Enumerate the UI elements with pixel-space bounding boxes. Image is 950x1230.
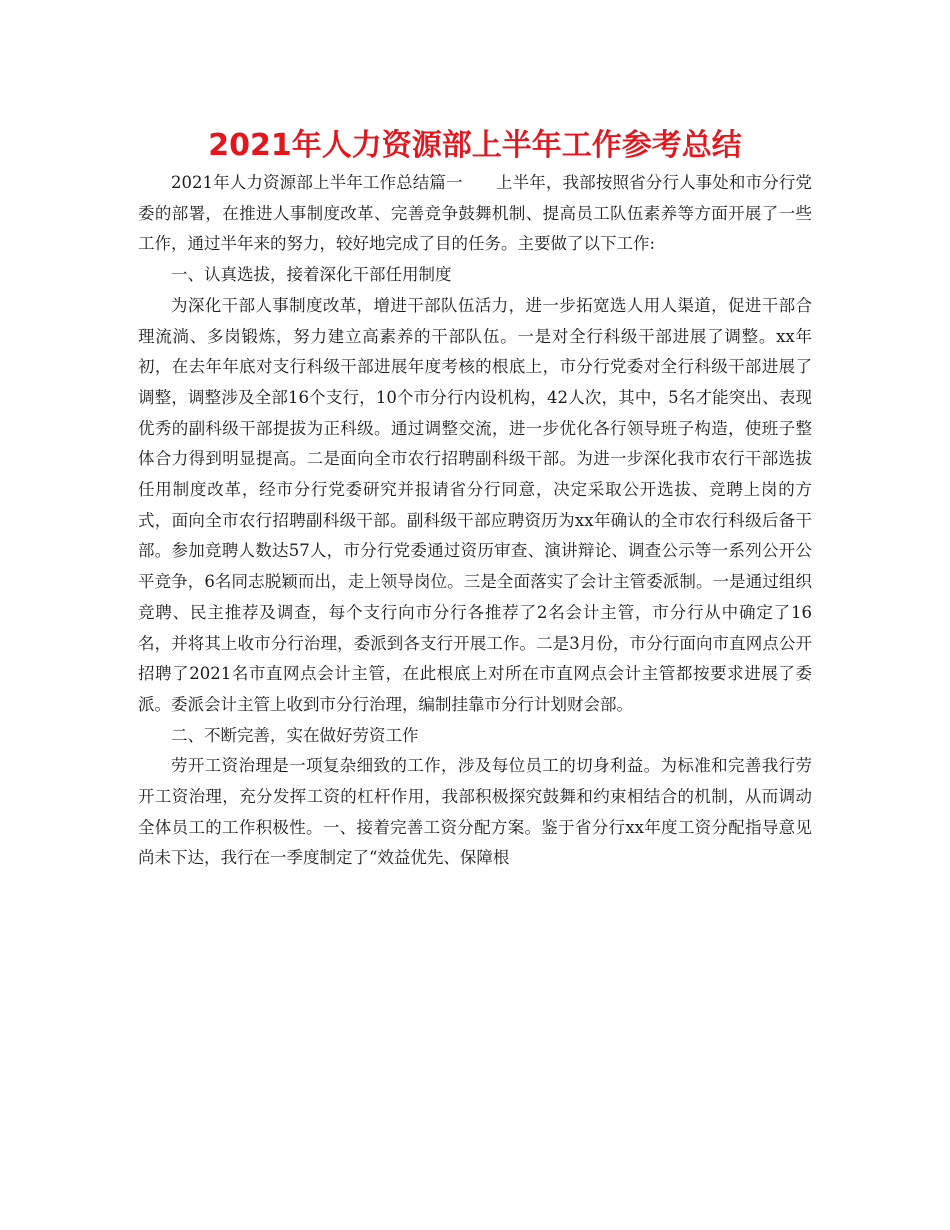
section-2-paragraph: 劳开工资治理是一项复杂细致的工作，涉及每位员工的切身利益。为标准和完善我行劳开工资治理，充分发挥工资的杠杆作用，我部积极探究鼓舞和约束相结合的机制，从而调动全体员工的工作积极性。一、接着完善工资分配方案。鉴于省分行xx年度工资分配指导意见尚未下达，我行在一季度制定了“效益优先、保障根 xyxy=(138,756,812,868)
document-body xyxy=(138,168,812,874)
section-heading-1: 一、认真选拔，接着深化干部任用制度 xyxy=(171,265,452,285)
document-title: 2021年人力资源部上半年工作参考总结 xyxy=(208,128,742,163)
section-heading-2: 二、不断完善，实在做好劳资工作 xyxy=(171,725,419,745)
intro-paragraph: 2021年人力资源部上半年工作总结篇一 上半年，我部按照省分行人事处和市分行党委的部署，在推进人事制度改革、完善竞争鼓舞机制、提高员工队伍素养等方面开展了一些工作，通过半年来的努力，较好地完成了目的任务。主要做了以下工作: xyxy=(138,173,812,254)
section-1-paragraph: 为深化干部人事制度改革，增进干部队伍活力，进一步拓宽选人用人渠道，促进干部合理流淌、多岗锻炼，努力建立高素养的干部队伍。一是对全行科级干部进展了调整。xx年初，在去年年底对支行科级干部进展年度考核的根底上，市分行党委对全行科级干部进展了调整，调整涉及全部16个支行，10个市分行内设机构，42人次，其中，5名才能突出、表现优秀的副科级干部提拔为正科级。通过调整交流，进一步优化各行领导班子构造，使班子整体合力得到明显提高。二是面向全市农行招聘副科级干部。为进一步深化我市农行干部选拔任用制度改革，经市分行党委研究并报请省分行同意，决定采取公开选拔、竞聘上岗的方式，面向全市农行招聘副科级干部。副科级干部应聘资历为xx年确认的全市农行科级后备干部。参加竞聘人数达57人，市分行党委通过资历审查、演讲辩论、调查公示等一系列公开公平竞争，6名同志脱颖而出，走上领导岗位。三是全面落实了会计主管委派制。一是通过组织竞聘、民主推荐及调查，每个支行向市分行各推荐了2名会计主管，市分行从中确定了16名，并将其上收市分行治理，委派到各支行开展工作。二是3月份，市分行面向市直网点公开招聘了2021名市直网点会计主管，在此根底上对所在市直网点会计主管都按要求进展了委派。委派会计主管上收到市分行治理，编制挂靠市分行计划财会部。 xyxy=(138,295,812,714)
